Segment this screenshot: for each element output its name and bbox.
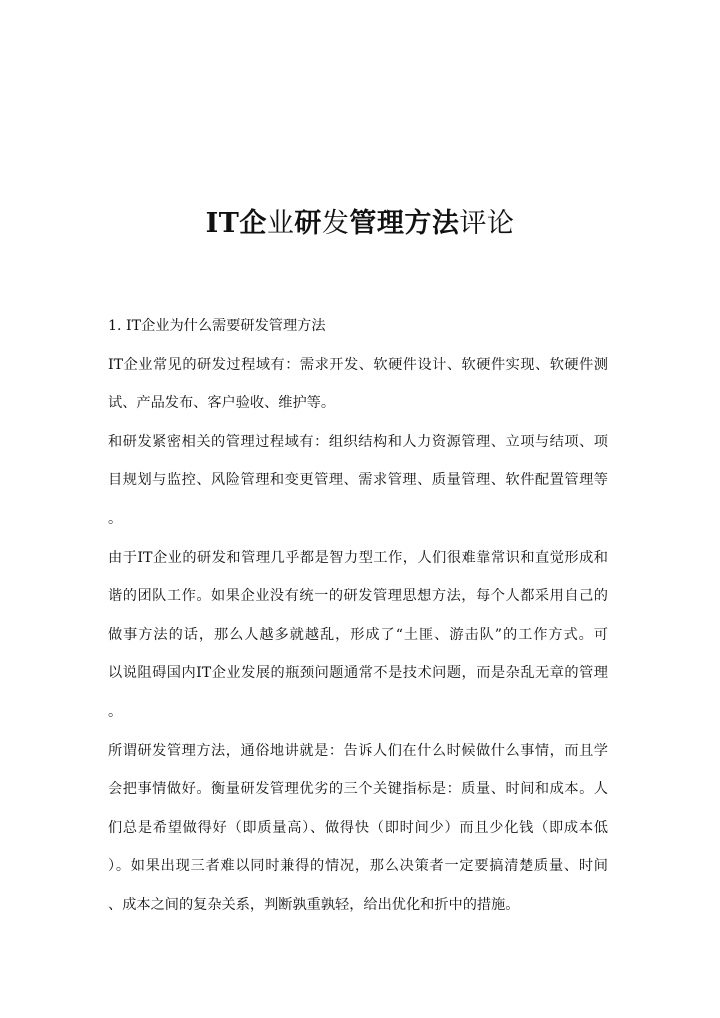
- title-text-1: IT企: [205, 208, 267, 240]
- paragraph-1: [108, 346, 608, 423]
- title-text-6: 评论: [459, 208, 515, 240]
- paragraph-line: IT企业常见的研发过程域有：需求开发、软硬件设计、软硬件实现、软硬件测: [108, 356, 608, 373]
- paragraph-line: 和研发紧密相关的管理过程域有：组织结构和人力资源管理、立项与结项、项: [108, 433, 608, 450]
- paragraph-line: 。: [108, 510, 123, 527]
- paragraph-line: 目规划与监控、风险管理和变更管理、需求管理、质量管理、软件配置管理等: [108, 472, 608, 489]
- document-title: [0, 206, 720, 242]
- paragraph-line: 谐的团队工作。如果企业没有统一的研发管理思想方法，每个人都采用自己的: [108, 588, 608, 605]
- title-text-4: 发: [321, 208, 350, 240]
- section-heading: 1. IT企业为什么需要研发管理方法: [108, 318, 326, 334]
- paragraph-line: 做事方法的话，那么人越多就越乱，形成了“土匪、游击队”的工作方式。可: [108, 626, 608, 643]
- paragraph-2: [108, 423, 608, 539]
- paragraph-line: 以说阻碍国内IT企业发展的瓶颈问题通常不是技术问题，而是杂乱无章的管理: [108, 665, 608, 682]
- paragraph-line: ）。如果出现三者难以同时兼得的情况，那么决策者一定要搞清楚质量、时间: [108, 858, 608, 875]
- paragraph-line: 试、产品发布、客户验收、维护等。: [108, 395, 336, 412]
- paragraph-line: 、成本之间的复杂关系，判断孰重孰轻，给出优化和折中的措施。: [108, 896, 520, 913]
- paragraph-3: [108, 539, 608, 732]
- paragraph-4: [108, 732, 608, 925]
- title-text-3: 研: [294, 208, 322, 240]
- document-body: [108, 307, 608, 925]
- paragraph-line: 。: [108, 703, 123, 720]
- paragraph-line: 会把事情做好。衡量研发管理优劣的三个关键指标是：质量、时间和成本。人: [108, 781, 608, 798]
- paragraph-line: 们总是希望做得好（即质量高）、做得快（即时间少）而且少化钱（即成本低: [108, 819, 608, 836]
- title-text-5: 管理方法: [349, 208, 460, 240]
- title-text-2: 业: [266, 208, 295, 240]
- paragraph-line: 所谓研发管理方法，通俗地讲就是：告诉人们在什么时候做什么事情，而且学: [108, 742, 608, 759]
- paragraph-line: 由于IT企业的研发和管理几乎都是智力型工作，人们很难靠常识和直觉形成和: [108, 549, 608, 566]
